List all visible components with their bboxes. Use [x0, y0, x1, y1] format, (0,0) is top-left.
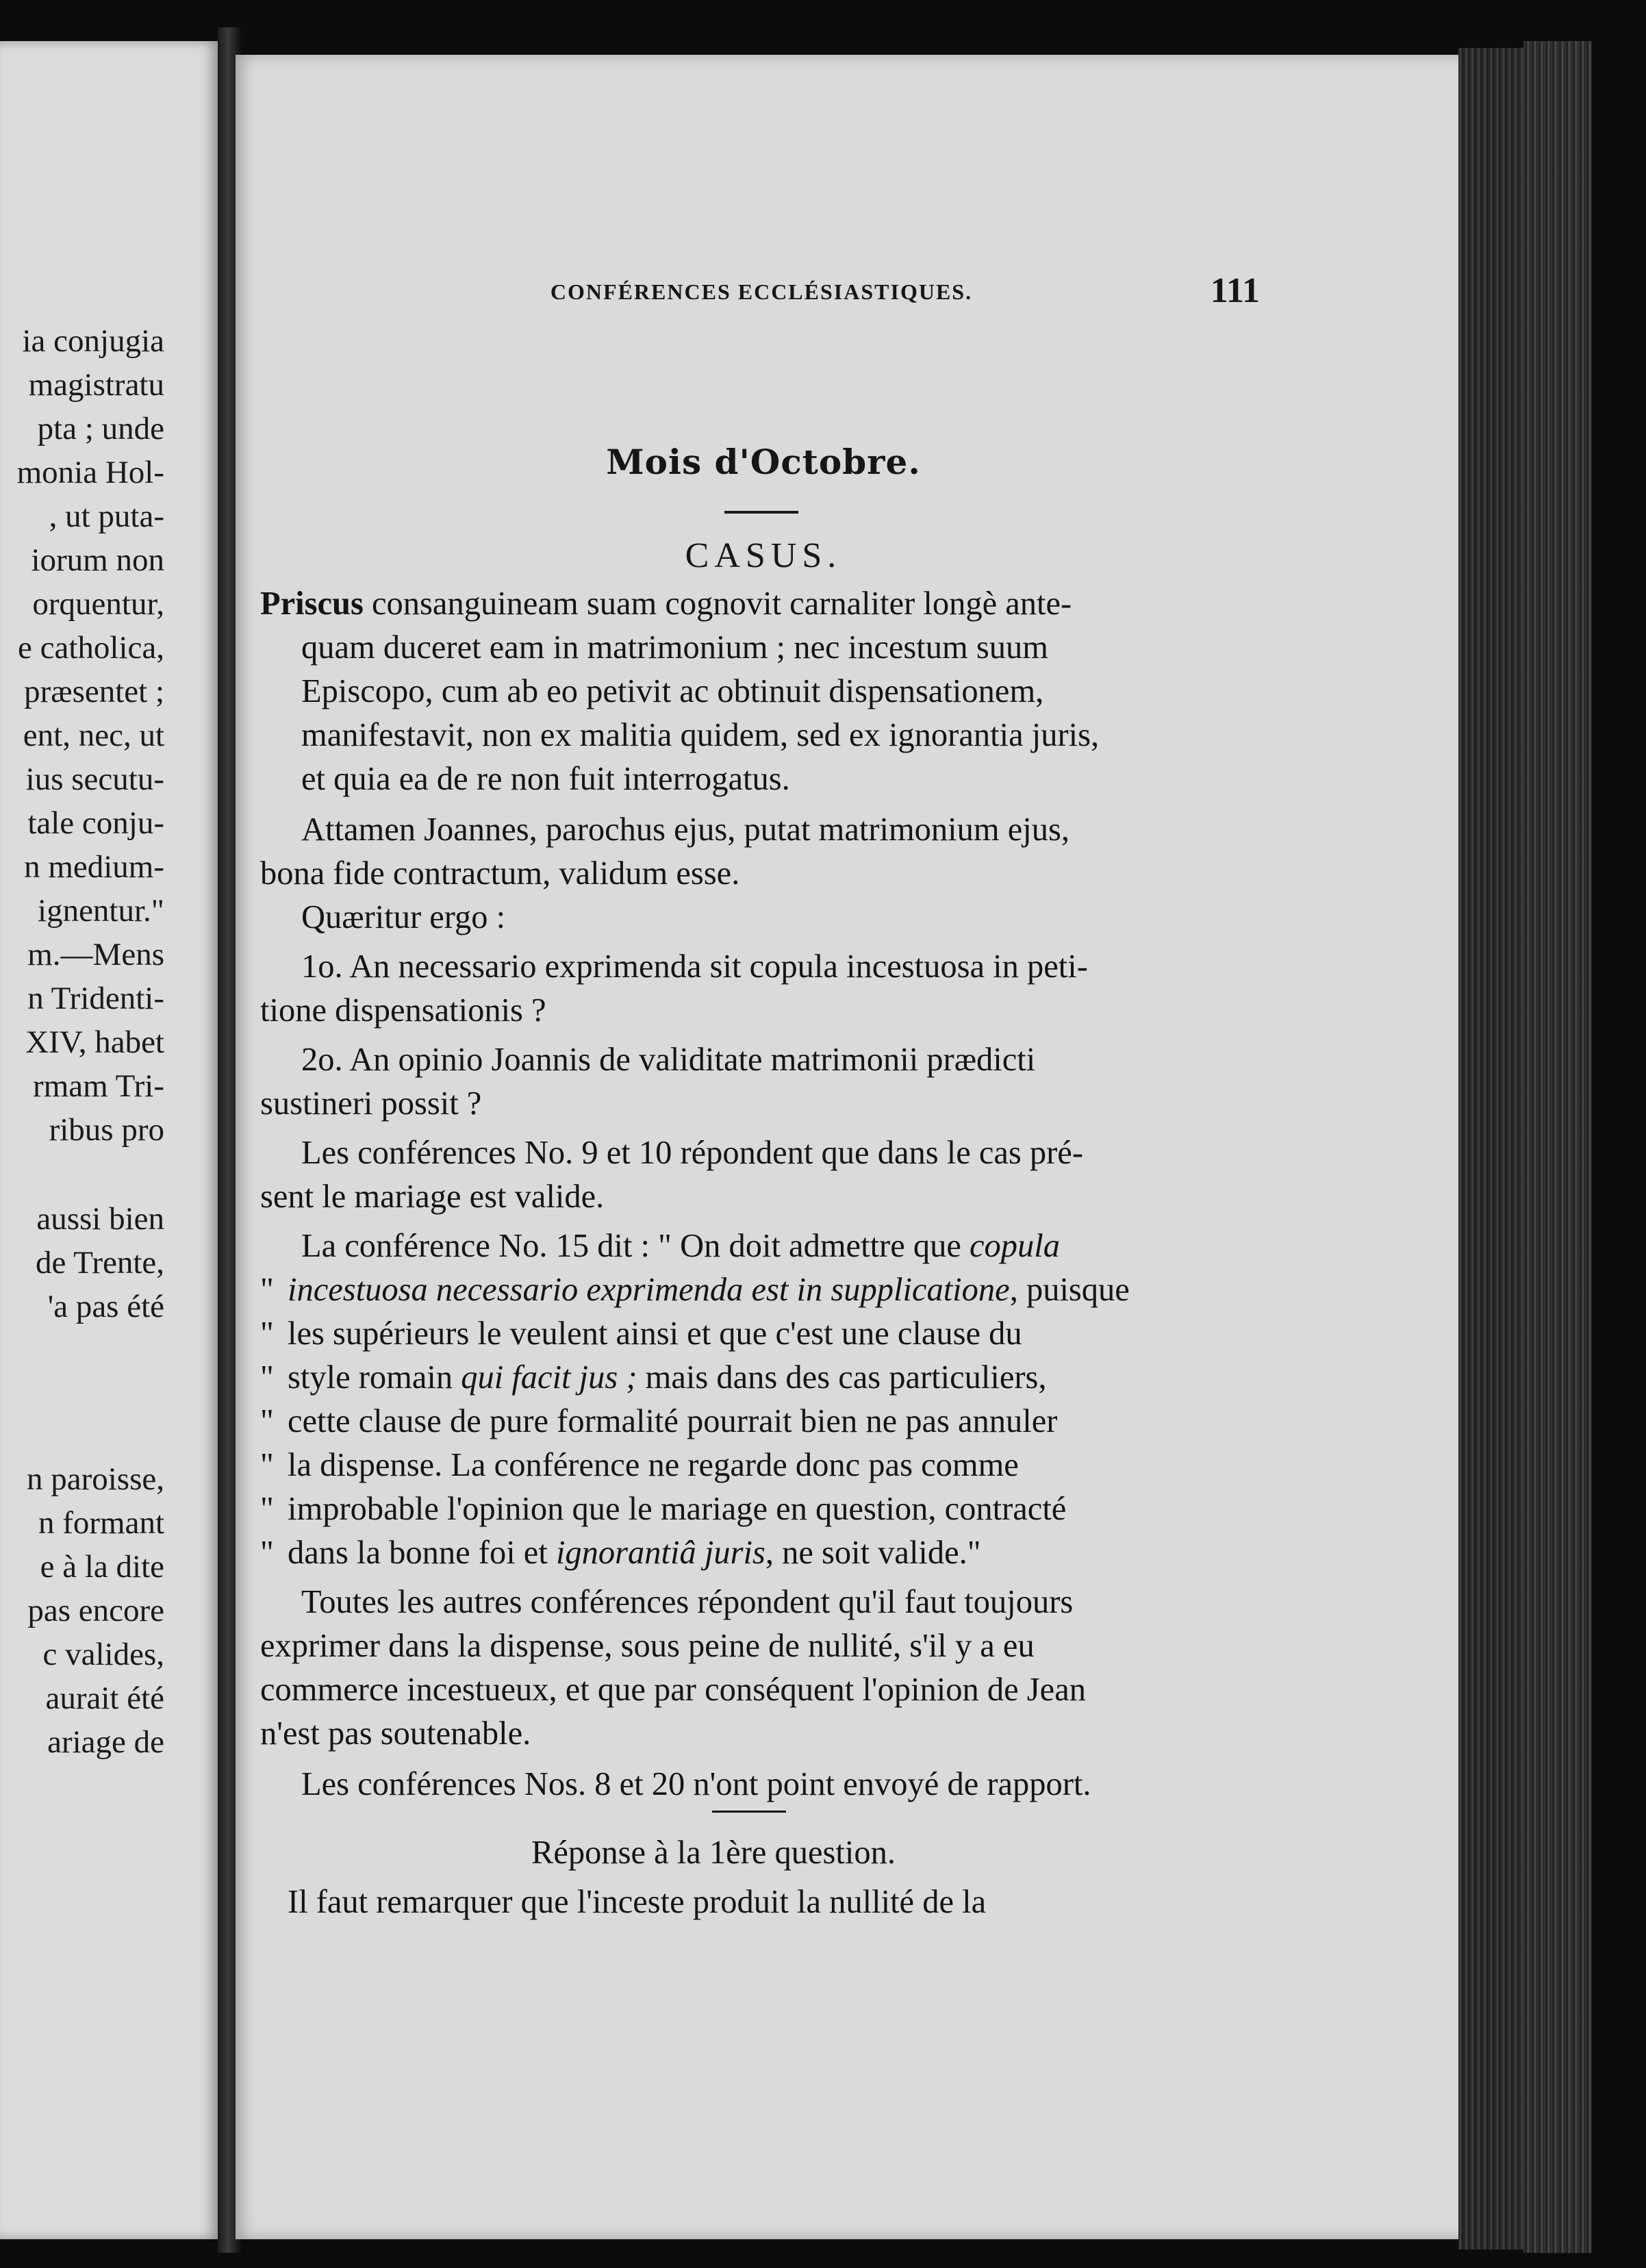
left-page-line: c valides, [42, 1637, 164, 1672]
page-edges [1458, 48, 1523, 2250]
body-line: " la dispense. La conférence ne regarde donc pas comme [260, 1445, 1019, 1486]
left-page-line: pta ; unde [37, 411, 164, 446]
body-line: bona fide contractum, validum esse. [260, 855, 740, 892]
left-page-line: n formant [38, 1505, 164, 1541]
left-page-line: præsentet ; [24, 674, 164, 709]
body-line: Les conférences No. 9 et 10 répondent que dans le cas pré- [301, 1135, 1083, 1171]
italic-text: qui facit jus ; [461, 1359, 637, 1396]
left-page-line: magistratu [28, 367, 164, 403]
body-line: sustineri possit ? [260, 1085, 482, 1122]
left-page-line: tale conju- [27, 805, 164, 841]
last-line: Il faut remarquer que l'inceste produit la nullité de la [288, 1884, 987, 1920]
body-line: Episcopo, cum ab eo petivit ac obtinuit dispensationem, [301, 673, 1044, 709]
quote-mark: " [260, 1403, 274, 1439]
page-number: 111 [1210, 271, 1260, 310]
left-page-line: m.—Mens [27, 937, 164, 972]
body-line: " les supérieurs le veulent ainsi et que c'est une clause du [260, 1313, 1022, 1354]
italic-text: incestuosa necessario exprimenda est in supplicatione [288, 1272, 1010, 1308]
left-page-line: , ut puta- [49, 499, 164, 534]
body-line: " dans la bonne foi et ignorantiâ juris, ne soit valide." [260, 1533, 981, 1574]
body-line: Toutes les autres conférences répondent qu'il faut toujours [301, 1584, 1074, 1620]
left-page-line: monia Hol- [16, 455, 164, 490]
body-line: Priscus consanguineam suam cognovit carnaliter longè ante- [260, 585, 1072, 622]
left-page-line: pas encore [27, 1593, 164, 1628]
quote-mark: " [260, 1359, 274, 1396]
body-line: et quia ea de re non fuit interrogatus. [301, 761, 790, 797]
body-line: " cette clause de pure formalité pourrait bien ne pas annuler [260, 1401, 1057, 1442]
quote-mark: " [260, 1447, 274, 1483]
left-page-line: aussi bien [36, 1201, 164, 1237]
left-page-line: e catholica, [18, 630, 164, 666]
body-line: manifestavit, non ex malitia quidem, sed ex ignorantia juris, [301, 717, 1100, 753]
body-line: quam duceret eam in matrimonium ; nec incestum suum [301, 629, 1048, 666]
left-page-line: aurait été [45, 1680, 164, 1716]
left-page-line: n medium- [24, 849, 164, 885]
body-line: tione dispensationis ? [260, 992, 546, 1029]
answer-heading: Réponse à la 1ère question. [531, 1835, 896, 1871]
body-line: exprimer dans la dispense, sous peine de nullité, s'il y a eu [260, 1628, 1035, 1664]
left-page-line: de Trente, [36, 1245, 164, 1281]
quote-mark: " [260, 1535, 274, 1571]
left-page-line: ia conjugia [22, 323, 164, 359]
body-line: Quæritur ergo : [301, 899, 506, 935]
left-page-line: e à la dite [40, 1549, 164, 1585]
left-page-line: XIV, habet [25, 1024, 164, 1060]
body-line: 2o. An opinio Joannis de validitate matrimonii prædicti [301, 1042, 1036, 1078]
body-line: Attamen Joannes, parochus ejus, putat matrimonium ejus, [301, 811, 1070, 848]
title-rule [724, 511, 798, 514]
running-head: CONFÉRENCES ECCLÉSIASTIQUES. [550, 279, 973, 304]
bold-lead: Priscus [260, 585, 364, 622]
italic-text: copula [970, 1228, 1061, 1264]
italic-text: ignorantiâ juris [555, 1535, 765, 1571]
left-page-line: rmam Tri- [33, 1068, 164, 1104]
quote-mark: " [260, 1272, 274, 1308]
body-line: n'est pas soutenable. [260, 1715, 531, 1752]
left-page-line: n paroisse, [26, 1461, 164, 1497]
body-line: 1o. An necessario exprimenda sit copula incestuosa in peti- [301, 948, 1088, 985]
left-page-line: ignentur." [38, 893, 164, 929]
left-page-line: ent, nec, ut [23, 718, 164, 753]
quote-mark: " [260, 1491, 274, 1527]
body-line: " improbable l'opinion que le mariage en question, contracté [260, 1489, 1066, 1530]
body-line: La conférence No. 15 dit : " On doit admettre que copula [301, 1228, 1061, 1264]
left-page-line: orquentur, [32, 586, 164, 622]
body-line: commerce incestueux, et que par conséquent l'opinion de Jean [260, 1672, 1086, 1708]
section-divider [712, 1811, 786, 1813]
body-line: Les conférences Nos. 8 et 20 n'ont point envoyé de rapport. [301, 1766, 1091, 1802]
body-line: " style romain qui facit jus ; mais dans des cas particuliers, [260, 1357, 1047, 1398]
left-page-line: n Tridenti- [27, 981, 164, 1016]
section-title: CASUS. [685, 536, 842, 575]
left-page-line: iorum non [31, 542, 164, 578]
body-line: sent le mariage est valide. [260, 1179, 605, 1215]
page-edges-outer [1523, 41, 1592, 2253]
left-page-line: 'a pas été [47, 1289, 164, 1324]
left-page-line: ariage de [47, 1724, 164, 1760]
quote-mark: " [260, 1315, 274, 1352]
left-page-line: ribus pro [49, 1112, 164, 1148]
left-page-line: ius secutu- [25, 761, 164, 797]
previous-page-fragment [0, 41, 220, 2239]
month-title: Mois d'Octobre. [606, 442, 921, 482]
body-line: " incestuosa necessario exprimenda est in supplicatione, puisque [260, 1270, 1130, 1311]
